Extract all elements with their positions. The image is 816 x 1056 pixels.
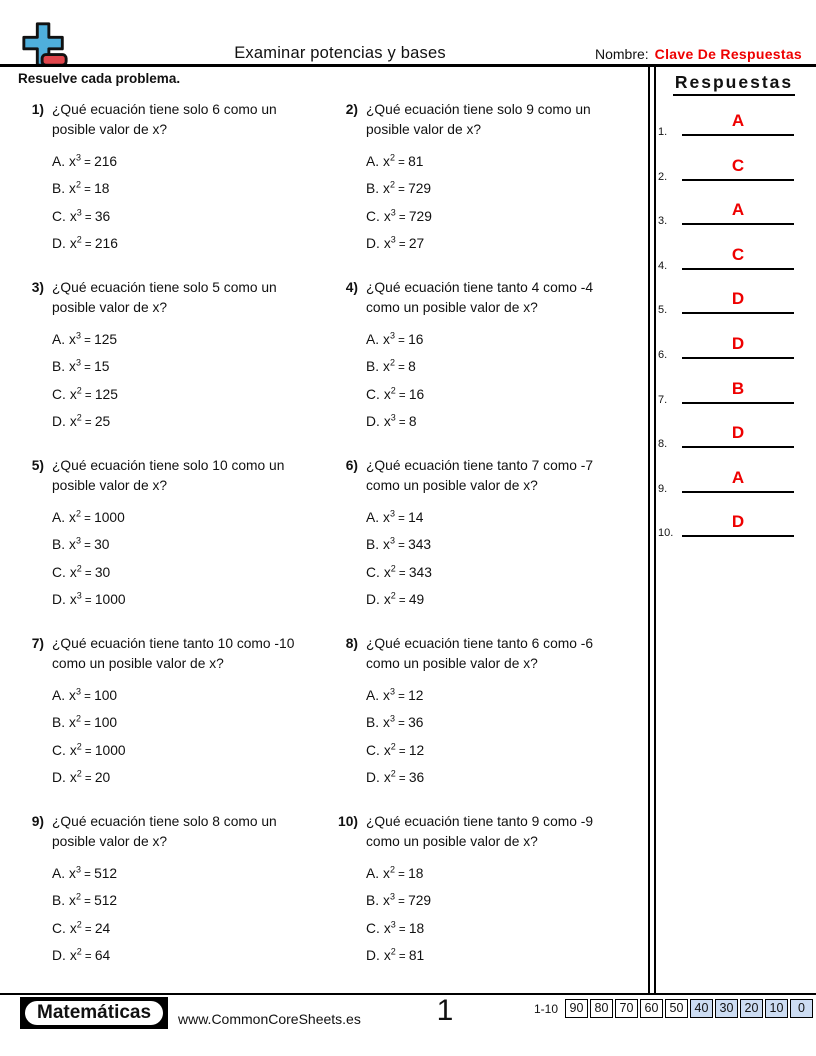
answer-letter: D [731, 512, 745, 532]
choice-equation: $x^2 = 729$ [383, 179, 432, 197]
answer-choice [52, 409, 330, 436]
answer-item-3 [656, 199, 808, 227]
score-cell: 70 [615, 999, 638, 1018]
choice-label: C. [366, 742, 380, 758]
choice-equation: $x^2 = 64$ [69, 946, 111, 964]
choice-equation: $x^2 = 36$ [383, 768, 425, 786]
answer-item-6 [656, 333, 808, 361]
question-text: ¿Qué ecuación tiene solo 6 como un posible valor de x? [52, 102, 277, 137]
choice-equation: $x^2 = 216$ [69, 234, 118, 252]
answer-choice [52, 765, 330, 792]
choice-equation: $x^3 = 343$ [383, 535, 432, 553]
answer-choice [366, 382, 644, 409]
answer-choice [366, 354, 644, 381]
choice-equation: $x^3 = 16$ [383, 330, 424, 347]
answer-choice [366, 176, 644, 203]
choice-label: D. [52, 592, 66, 608]
answer-number: 8. [658, 438, 668, 451]
choice-label: A. [52, 866, 66, 881]
answer-blank-line [682, 108, 794, 136]
choice-equation: $x^3 = 30$ [69, 535, 110, 553]
answer-choice [52, 327, 330, 354]
question-text: ¿Qué ecuación tiene tanto 7 como -7 como un posible valor de x? [366, 458, 594, 493]
question-number: 7) [31, 636, 44, 651]
answer-blank-line [682, 420, 794, 448]
answer-choice [366, 560, 644, 587]
question-text: ¿Qué ecuación tiene solo 10 como un posible valor de x? [52, 458, 285, 493]
answer-number: 7. [658, 393, 668, 406]
choice-label: A. [52, 154, 66, 169]
answer-choice [52, 587, 330, 614]
answer-choice [366, 204, 644, 231]
answer-choice [366, 327, 644, 354]
answer-blank-line [682, 331, 794, 359]
answer-choice [366, 861, 644, 888]
worksheet-title: Examinar potencias y bases [234, 44, 446, 62]
choices-list [366, 505, 644, 615]
answer-choice [52, 560, 330, 587]
answer-item-1 [656, 110, 808, 138]
choice-label: D. [366, 236, 380, 252]
choice-label: B. [366, 893, 380, 909]
choices-list [52, 149, 330, 259]
choice-label: D. [52, 770, 66, 786]
answer-choice [52, 710, 330, 737]
question-number: 9) [31, 814, 44, 829]
choice-equation: $x^3 = 14$ [383, 508, 424, 525]
answers-panel-title: Respuestas [655, 72, 813, 93]
choice-label: A. [366, 332, 380, 347]
answer-choice [52, 738, 330, 765]
answer-key-label: Clave De Respuestas [654, 46, 802, 62]
choice-equation: $x^3 = 1000$ [69, 590, 126, 608]
brand-label: Matemáticas [25, 1001, 163, 1025]
question-10 [332, 812, 644, 971]
choice-label: B. [366, 359, 380, 375]
answer-item-2 [656, 155, 808, 183]
choice-equation: $x^2 = 18$ [383, 864, 424, 881]
choice-label: A. [366, 866, 380, 881]
answer-choice [52, 149, 330, 176]
score-cell: 10 [765, 999, 788, 1018]
choice-equation: $x^2 = 16$ [383, 385, 425, 402]
choice-label: B. [366, 537, 380, 553]
question-7 [18, 634, 330, 793]
choices-list [366, 149, 644, 259]
choice-label: A. [366, 688, 380, 703]
question-5 [18, 456, 330, 615]
question-number: 8) [345, 636, 358, 651]
choice-equation: $x^3 = 729$ [383, 207, 432, 224]
choice-label: B. [52, 715, 66, 731]
choice-label: D. [52, 414, 66, 430]
score-cell: 40 [690, 999, 713, 1018]
choices-list [366, 861, 644, 971]
answer-blank-line [682, 153, 794, 181]
answer-choice [366, 683, 644, 710]
choice-label: C. [366, 920, 380, 936]
answer-number: 2. [658, 170, 668, 183]
choice-equation: $x^3 = 125$ [69, 330, 118, 347]
choice-equation: $x^2 = 49$ [383, 590, 425, 608]
answer-choice [366, 710, 644, 737]
choice-equation: $x^3 = 12$ [383, 686, 424, 703]
choice-label: B. [366, 181, 380, 197]
answer-choice [366, 916, 644, 943]
score-cell: 20 [740, 999, 763, 1018]
answer-choice [52, 354, 330, 381]
answer-choice [52, 505, 330, 532]
choice-equation: $x^3 = 18$ [383, 919, 425, 936]
answer-choice [366, 738, 644, 765]
answer-letter: C [731, 244, 745, 264]
score-table [534, 999, 813, 1018]
choice-label: C. [52, 386, 66, 402]
answer-choice [52, 943, 330, 970]
choice-equation: $x^2 = 20$ [69, 768, 111, 786]
choice-equation: $x^2 = 1000$ [69, 741, 126, 758]
answer-choice [366, 231, 644, 258]
choice-label: B. [52, 181, 66, 197]
choice-label: A. [52, 510, 66, 525]
question-number: 5) [31, 458, 44, 473]
score-cell: 30 [715, 999, 738, 1018]
answer-choice [52, 382, 330, 409]
choice-equation: $x^3 = 100$ [69, 686, 118, 703]
choice-label: A. [52, 688, 66, 703]
choice-label: C. [366, 208, 380, 224]
choice-equation: $x^3 = 36$ [69, 207, 111, 224]
answer-item-5 [656, 288, 808, 316]
score-range-label: 1-10 [533, 1001, 558, 1016]
choices-list [52, 861, 330, 971]
question-text: ¿Qué ecuación tiene solo 5 como un posible valor de x? [52, 280, 277, 315]
choice-label: C. [52, 920, 66, 936]
answer-choice [52, 532, 330, 559]
answer-blank-line [682, 197, 794, 225]
answer-number: 3. [658, 215, 668, 228]
question-number: 10) [338, 814, 358, 829]
choice-label: C. [52, 742, 66, 758]
instructions-text: Resuelve cada problema. [18, 71, 181, 86]
answer-choice [52, 916, 330, 943]
choice-label: C. [52, 208, 66, 224]
choice-equation: $x^2 = 81$ [383, 152, 424, 169]
choice-equation: $x^2 = 343$ [383, 563, 432, 580]
choice-label: A. [366, 154, 380, 169]
answer-choice [366, 409, 644, 436]
choice-equation: $x^3 = 15$ [69, 357, 110, 375]
answer-item-8 [656, 422, 808, 450]
question-number: 6) [345, 458, 358, 473]
answer-letter: B [731, 378, 745, 398]
question-1 [18, 100, 330, 259]
choice-equation: $x^2 = 30$ [69, 563, 111, 580]
choice-label: C. [366, 564, 380, 580]
choice-label: A. [366, 510, 380, 525]
choice-label: B. [366, 715, 380, 731]
header-divider [0, 64, 816, 67]
answer-letter: D [731, 289, 745, 309]
question-text: ¿Qué ecuación tiene tanto 10 como -10 como un posible valor de x? [52, 636, 295, 671]
answer-letter: A [731, 467, 745, 487]
answer-choice [366, 888, 644, 915]
name-label: Nombre: [594, 46, 649, 62]
answer-choice [366, 149, 644, 176]
score-cells [565, 999, 813, 1018]
answer-blank-line [682, 465, 794, 493]
answer-letter: A [731, 111, 745, 130]
choice-label: B. [52, 893, 66, 909]
answer-choice [52, 683, 330, 710]
choice-equation: $x^3 = 36$ [383, 713, 424, 731]
brand-badge [20, 997, 168, 1029]
answer-blank-line [682, 286, 794, 314]
choice-equation: $x^3 = 512$ [69, 864, 118, 881]
choice-equation: $x^3 = 729$ [383, 891, 432, 909]
answer-choice [52, 176, 330, 203]
answer-number: 10. [658, 527, 674, 540]
answer-choice [52, 861, 330, 888]
answer-choice [52, 231, 330, 258]
score-cell: 50 [665, 999, 688, 1018]
choices-list [52, 683, 330, 793]
answer-number: 9. [658, 482, 668, 495]
answer-blank-line [682, 242, 794, 270]
score-cell: 90 [565, 999, 588, 1018]
answer-choice [366, 587, 644, 614]
score-cell: 0 [790, 999, 813, 1018]
answers-panel-divider [648, 64, 656, 993]
answer-letter: D [731, 334, 745, 353]
website-url: www.CommonCoreSheets.es [178, 1011, 361, 1027]
choices-list [52, 327, 330, 437]
choice-label: A. [52, 332, 66, 347]
answer-item-9 [656, 467, 808, 495]
choice-equation: $x^3 = 216$ [69, 152, 118, 169]
question-text: ¿Qué ecuación tiene tanto 6 como -6 como un posible valor de x? [366, 636, 594, 671]
answer-item-10 [656, 511, 808, 539]
answer-number: 6. [658, 349, 668, 361]
answer-choice [52, 888, 330, 915]
choice-equation: $x^2 = 81$ [383, 946, 425, 964]
question-9 [18, 812, 330, 971]
choice-equation: $x^3 = 8$ [383, 412, 417, 430]
choice-equation: $x^2 = 25$ [69, 412, 111, 430]
question-text: ¿Qué ecuación tiene solo 9 como un posible valor de x? [366, 102, 591, 137]
choice-equation: $x^2 = 125$ [69, 385, 118, 402]
question-text: ¿Qué ecuación tiene solo 8 como un posible valor de x? [52, 814, 277, 849]
choice-equation: $x^3 = 27$ [383, 234, 425, 252]
choice-label: D. [366, 948, 380, 964]
choices-list [52, 505, 330, 615]
answer-number: 4. [658, 259, 668, 272]
question-8 [332, 634, 644, 793]
choice-label: B. [52, 359, 66, 375]
question-2 [332, 100, 644, 259]
question-6 [332, 456, 644, 615]
answer-choice [366, 505, 644, 532]
answer-letter: C [731, 155, 745, 175]
choice-label: D. [366, 592, 380, 608]
choice-equation: $x^2 = 1000$ [69, 508, 125, 525]
footer-divider [0, 993, 816, 995]
choice-equation: $x^2 = 18$ [69, 179, 110, 197]
choice-label: B. [52, 537, 66, 553]
answer-blank-line [682, 376, 794, 404]
answer-choice [366, 765, 644, 792]
page-number: 1 [436, 994, 454, 1027]
choice-label: D. [366, 414, 380, 430]
choice-label: D. [52, 236, 66, 252]
choice-label: D. [52, 948, 66, 964]
score-cell: 80 [590, 999, 613, 1018]
score-cell: 60 [640, 999, 663, 1018]
choice-label: C. [52, 564, 66, 580]
answer-letter: D [731, 423, 745, 443]
name-row [595, 46, 802, 62]
choice-equation: $x^2 = 512$ [69, 891, 118, 909]
question-text: ¿Qué ecuación tiene tanto 9 como -9 como un posible valor de x? [366, 814, 594, 849]
answer-item-7 [656, 378, 808, 406]
question-text: ¿Qué ecuación tiene tanto 4 como -4 como un posible valor de x? [366, 280, 594, 315]
answer-choice [366, 532, 644, 559]
answer-choice [52, 204, 330, 231]
choices-list [366, 683, 644, 793]
choice-label: C. [366, 386, 380, 402]
choice-equation: $x^2 = 24$ [69, 919, 111, 936]
question-4 [332, 278, 644, 437]
answer-letter: A [731, 200, 745, 220]
choice-equation: $x^2 = 100$ [69, 713, 118, 731]
question-3 [18, 278, 330, 437]
question-number: 2) [345, 102, 358, 117]
answer-choice [366, 943, 644, 970]
choice-equation: $x^2 = 8$ [383, 357, 416, 375]
answer-number: 1. [658, 126, 668, 138]
choice-label: D. [366, 770, 380, 786]
choice-equation: $x^2 = 12$ [383, 741, 425, 758]
choices-list [366, 327, 644, 437]
question-number: 4) [345, 280, 358, 295]
answer-item-4 [656, 244, 808, 272]
answer-number: 5. [658, 304, 668, 317]
question-number: 3) [31, 280, 44, 295]
answer-blank-line [682, 509, 794, 537]
question-number: 1) [31, 102, 44, 117]
